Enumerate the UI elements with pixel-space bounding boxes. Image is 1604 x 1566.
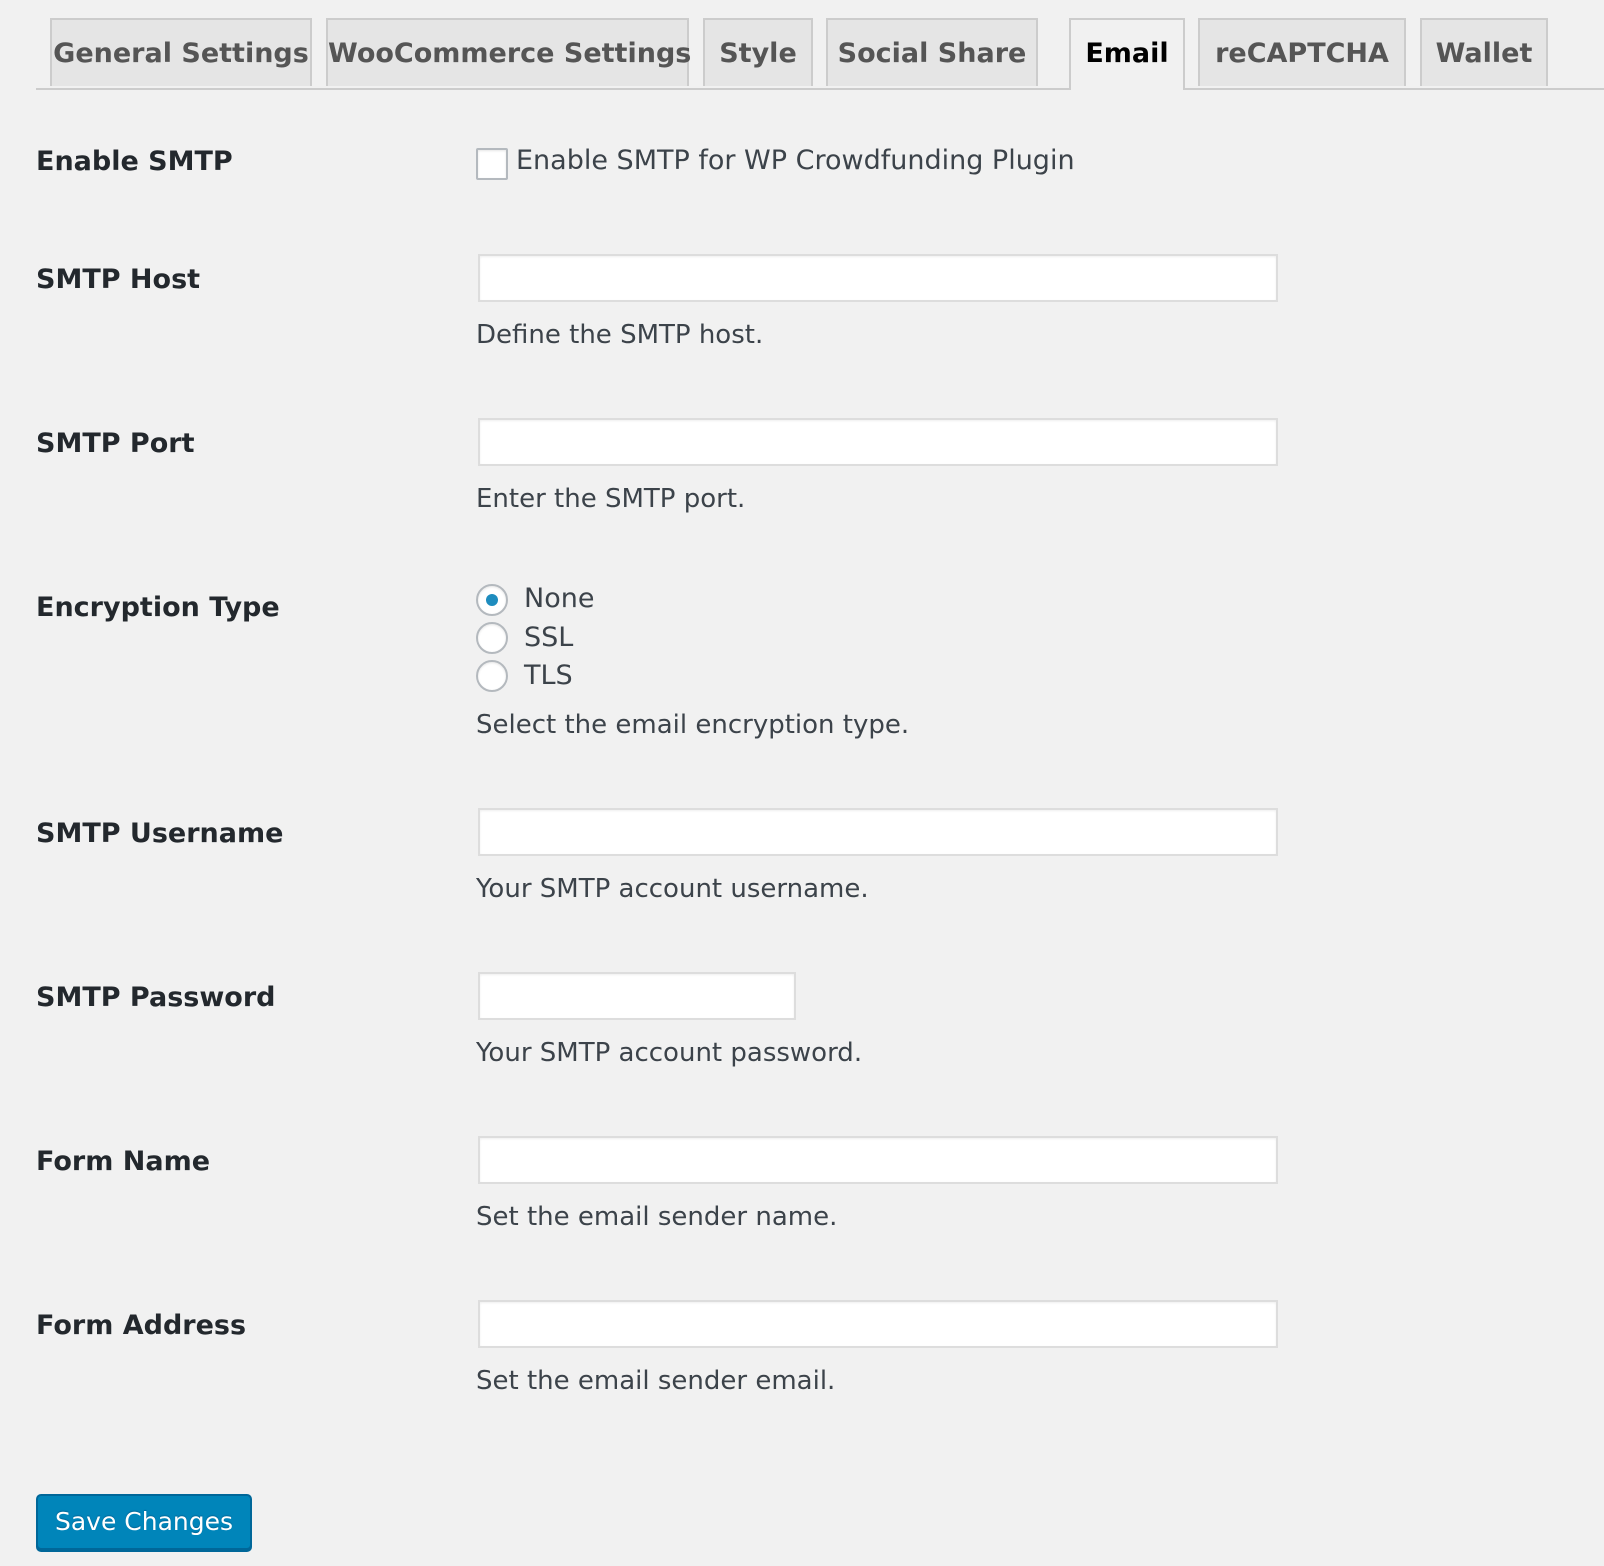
encryption-radio-tls-label[interactable]: TLS	[524, 660, 573, 691]
form-address-description: Set the email sender email.	[476, 1366, 836, 1396]
smtp-username-label: SMTP Username	[36, 818, 284, 849]
smtp-username-description: Your SMTP account username.	[476, 874, 869, 904]
encryption-type-label: Encryption Type	[36, 592, 280, 623]
smtp-host-description: Define the SMTP host.	[476, 320, 764, 350]
enable-smtp-checkbox[interactable]	[476, 148, 508, 180]
tab-social-share[interactable]: Social Share	[826, 18, 1038, 86]
tab-woocommerce-settings[interactable]: WooCommerce Settings	[326, 18, 689, 86]
form-address-label: Form Address	[36, 1310, 247, 1341]
encryption-radio-none-label[interactable]: None	[524, 583, 595, 614]
form-name-description: Set the email sender name.	[476, 1202, 838, 1232]
smtp-username-input[interactable]	[478, 808, 1278, 856]
smtp-password-label: SMTP Password	[36, 982, 276, 1013]
encryption-radio-ssl[interactable]	[476, 622, 508, 654]
encryption-radio-tls[interactable]	[476, 660, 508, 692]
settings-tabs	[36, 18, 1604, 90]
encryption-radio-ssl-label[interactable]: SSL	[524, 622, 574, 653]
form-name-label: Form Name	[36, 1146, 211, 1177]
tab-general-settings[interactable]: General Settings	[50, 18, 312, 86]
enable-smtp-label: Enable SMTP	[36, 146, 233, 177]
smtp-host-input[interactable]	[478, 254, 1278, 302]
tab-style[interactable]: Style	[703, 18, 813, 86]
encryption-type-description: Select the email encryption type.	[476, 710, 910, 740]
encryption-radio-none[interactable]	[476, 584, 508, 616]
enable-smtp-checkbox-label[interactable]: Enable SMTP for WP Crowdfunding Plugin	[516, 145, 1075, 176]
tab-wallet[interactable]: Wallet	[1420, 18, 1548, 86]
form-address-input[interactable]	[478, 1300, 1278, 1348]
save-changes-button[interactable]: Save Changes	[36, 1494, 252, 1550]
smtp-port-description: Enter the SMTP port.	[476, 484, 746, 514]
form-name-input[interactable]	[478, 1136, 1278, 1184]
tab-email[interactable]: Email	[1069, 18, 1185, 90]
smtp-password-description: Your SMTP account password.	[476, 1038, 863, 1068]
tab-recaptcha[interactable]: reCAPTCHA	[1198, 18, 1406, 86]
smtp-host-label: SMTP Host	[36, 264, 201, 295]
radio-selected-dot	[486, 594, 498, 606]
smtp-password-input[interactable]	[478, 972, 796, 1020]
smtp-port-label: SMTP Port	[36, 428, 195, 459]
smtp-port-input[interactable]	[478, 418, 1278, 466]
